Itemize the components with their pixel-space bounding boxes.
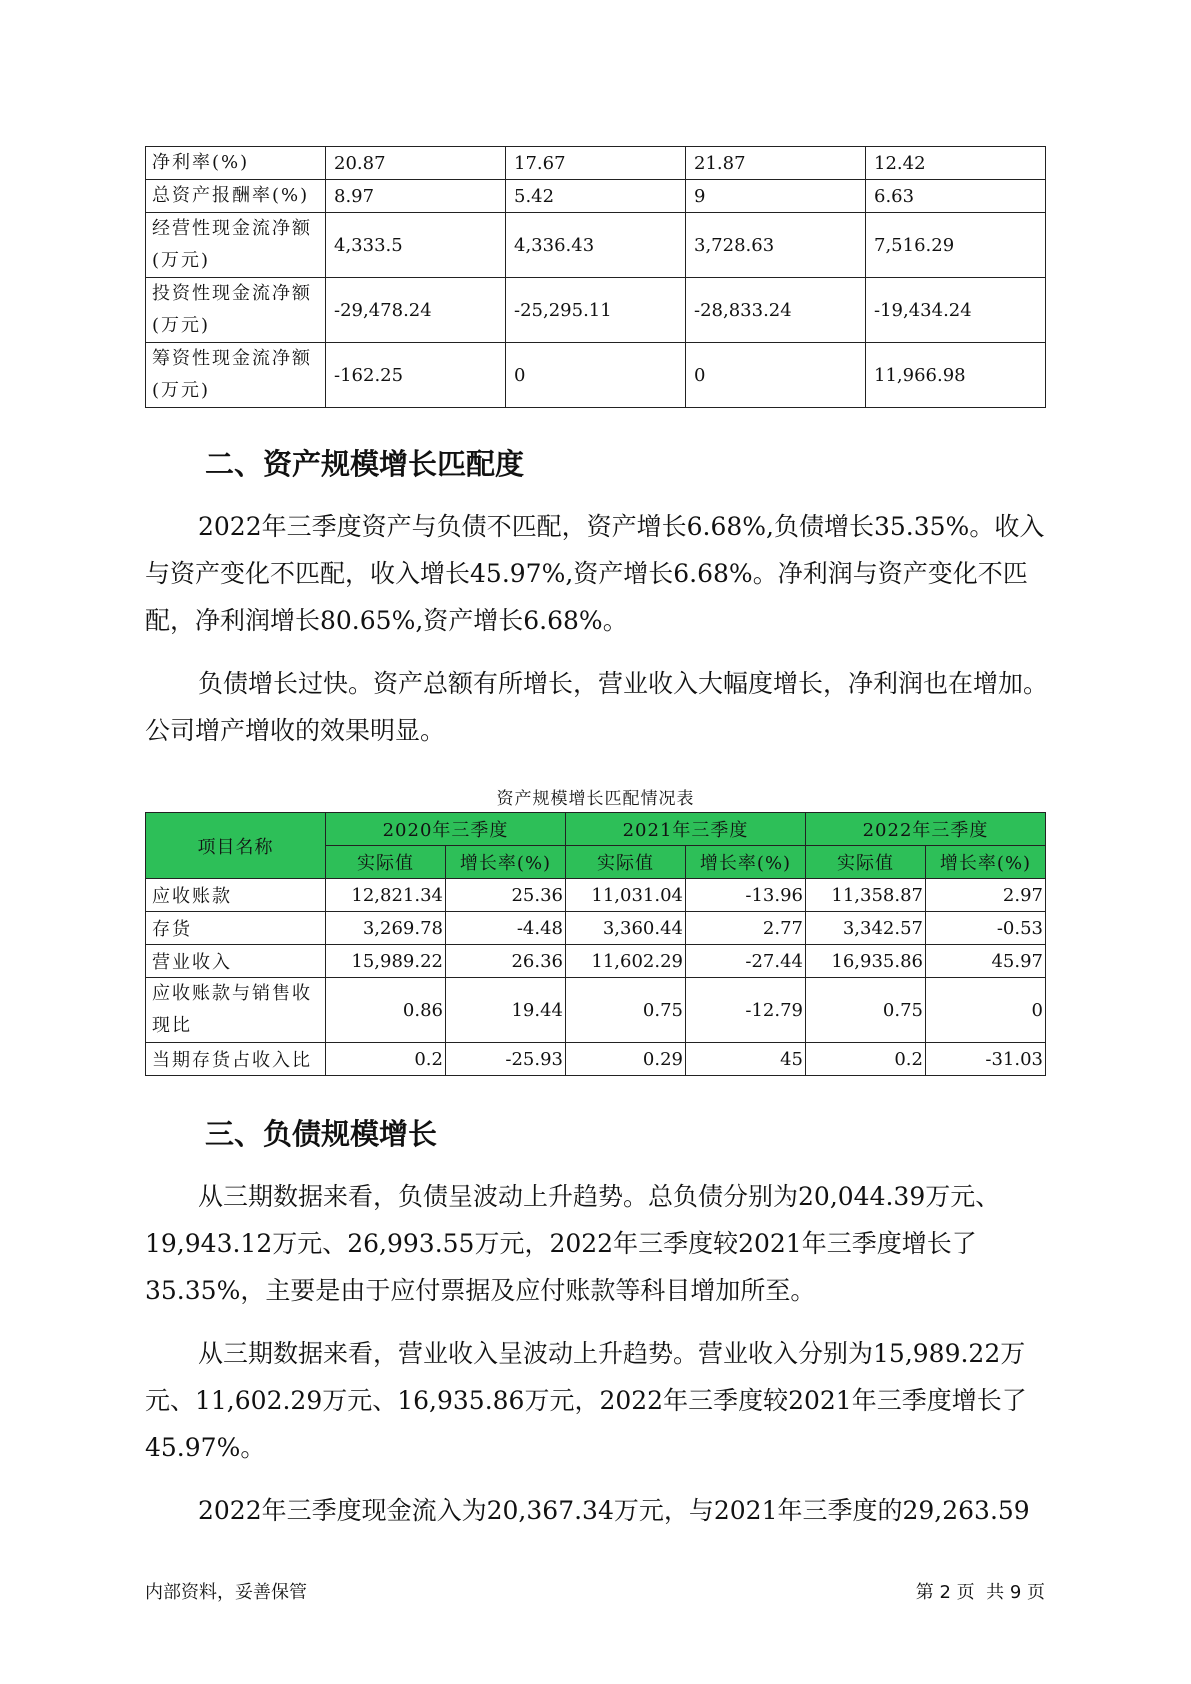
table-cell: -31.03 — [926, 1043, 1046, 1076]
table-cell: 0.29 — [566, 1043, 686, 1076]
table-row — [146, 978, 1046, 1043]
table-cell: 45.97 — [926, 945, 1046, 978]
table-row — [146, 343, 1046, 408]
table-row — [146, 213, 1046, 278]
column-header: 增长率(%) — [686, 846, 806, 879]
table-cell: -19,434.24 — [866, 278, 1046, 343]
table-cell: -0.53 — [926, 912, 1046, 945]
paragraph: 从三期数据来看，营业收入呈波动上升趋势。营业收入分别为15,989.22万元、11,602.29万元、16,935.86万元，2022年三季度较2021年三季度增长了45.97%。 — [145, 1339, 1027, 1462]
table-cell: 3,269.78 — [326, 912, 446, 945]
row-label: 经营性现金流净额(万元) — [146, 213, 326, 278]
table-cell: 16,935.86 — [806, 945, 926, 978]
table-cell: 9 — [686, 180, 866, 213]
paragraph: 从三期数据来看，负债呈波动上升趋势。总负债分别为20,044.39万元、19,943.12万元、26,993.55万元，2022年三季度较2021年三季度增长了35.35%，主要是由于应付票据及应付账款等科目增加所至。 — [145, 1182, 1001, 1305]
table-cell: 8.97 — [326, 180, 506, 213]
table-caption: 资产规模增长匹配情况表 — [496, 789, 695, 809]
table-cell: 25.36 — [446, 879, 566, 912]
table-cell: 0 — [686, 343, 866, 408]
row-label: 当期存货占收入比 — [146, 1043, 326, 1076]
table-cell: 12,821.34 — [326, 879, 446, 912]
table-row — [146, 278, 1046, 343]
column-header: 实际值 — [326, 846, 446, 879]
row-label: 总资产报酬率(%) — [146, 180, 326, 213]
asset-growth-table — [145, 812, 1046, 1076]
table-cell: 2.97 — [926, 879, 1046, 912]
section-heading: 三、负债规模增长 — [205, 1117, 438, 1151]
table-cell: 0.75 — [806, 978, 926, 1043]
table-cell: 26.36 — [446, 945, 566, 978]
table-cell: -28,833.24 — [686, 278, 866, 343]
table-row — [146, 912, 1046, 945]
table-cell: 19.44 — [446, 978, 566, 1043]
table-cell: -12.79 — [686, 978, 806, 1043]
table-cell: 21.87 — [686, 147, 866, 180]
row-label: 筹资性现金流净额(万元) — [146, 343, 326, 408]
table-row — [146, 945, 1046, 978]
row-label: 净利率(%) — [146, 147, 326, 180]
table-cell: 6.63 — [866, 180, 1046, 213]
footer-page-number: 第 2 页 共 9 页 — [915, 1582, 1045, 1603]
row-label: 应收账款 — [146, 879, 326, 912]
row-label: 存货 — [146, 912, 326, 945]
column-header: 2020年三季度 — [326, 813, 566, 846]
table-cell: -25,295.11 — [506, 278, 686, 343]
column-header: 2021年三季度 — [566, 813, 806, 846]
table-cell: 0.2 — [806, 1043, 926, 1076]
table-row — [146, 180, 1046, 213]
table-cell: 3,728.63 — [686, 213, 866, 278]
paragraph: 2022年三季度现金流入为20,367.34万元，与2021年三季度的29,263.59 — [198, 1496, 1030, 1525]
table-cell: 20.87 — [326, 147, 506, 180]
table-cell: 4,336.43 — [506, 213, 686, 278]
table-cell: -27.44 — [686, 945, 806, 978]
table-cell: 0.75 — [566, 978, 686, 1043]
table-row — [146, 1043, 1046, 1076]
row-label: 投资性现金流净额(万元) — [146, 278, 326, 343]
section-heading: 二、资产规模增长匹配度 — [205, 447, 525, 481]
table-cell: 5.42 — [506, 180, 686, 213]
paragraph: 负债增长过快。资产总额有所增长，营业收入大幅度增长，净利润也在增加。公司增产增收的效果明显。 — [145, 669, 1049, 745]
table-cell: 17.67 — [506, 147, 686, 180]
table-cell: 7,516.29 — [866, 213, 1046, 278]
table-cell: -29,478.24 — [326, 278, 506, 343]
table-header-row — [146, 813, 1046, 846]
column-header: 项目名称 — [146, 813, 326, 879]
column-header: 2022年三季度 — [806, 813, 1046, 846]
column-header: 实际值 — [806, 846, 926, 879]
table-cell: 12.42 — [866, 147, 1046, 180]
table-cell: -25.93 — [446, 1043, 566, 1076]
table-cell: 11,358.87 — [806, 879, 926, 912]
table-cell: 0 — [506, 343, 686, 408]
table-cell: 45 — [686, 1043, 806, 1076]
table-cell: 3,360.44 — [566, 912, 686, 945]
table-cell: 0.86 — [326, 978, 446, 1043]
table-row — [146, 147, 1046, 180]
table-cell: 2.77 — [686, 912, 806, 945]
financial-metrics-table — [145, 146, 1046, 408]
table-cell: 0 — [926, 978, 1046, 1043]
column-header: 实际值 — [566, 846, 686, 879]
table-cell: 11,031.04 — [566, 879, 686, 912]
column-header: 增长率(%) — [446, 846, 566, 879]
row-label: 营业收入 — [146, 945, 326, 978]
table-cell: -13.96 — [686, 879, 806, 912]
table-cell: 4,333.5 — [326, 213, 506, 278]
row-label: 应收账款与销售收现比 — [146, 978, 326, 1043]
paragraph: 2022年三季度资产与负债不匹配，资产增长6.68%,负债增长35.35%。收入与资产变化不匹配，收入增长45.97%,资产增长6.68%。净利润与资产变化不匹配，净利润增长80.65%,资产增长6.68%。 — [145, 512, 1045, 635]
table-cell: 0.2 — [326, 1043, 446, 1076]
table-cell: -4.48 — [446, 912, 566, 945]
table-cell: 15,989.22 — [326, 945, 446, 978]
table-cell: 3,342.57 — [806, 912, 926, 945]
footer-confidential-note: 内部资料，妥善保管 — [145, 1582, 307, 1603]
table-cell: 11,602.29 — [566, 945, 686, 978]
column-header: 增长率(%) — [926, 846, 1046, 879]
table-cell: -162.25 — [326, 343, 506, 408]
table-row — [146, 879, 1046, 912]
table-cell: 11,966.98 — [866, 343, 1046, 408]
